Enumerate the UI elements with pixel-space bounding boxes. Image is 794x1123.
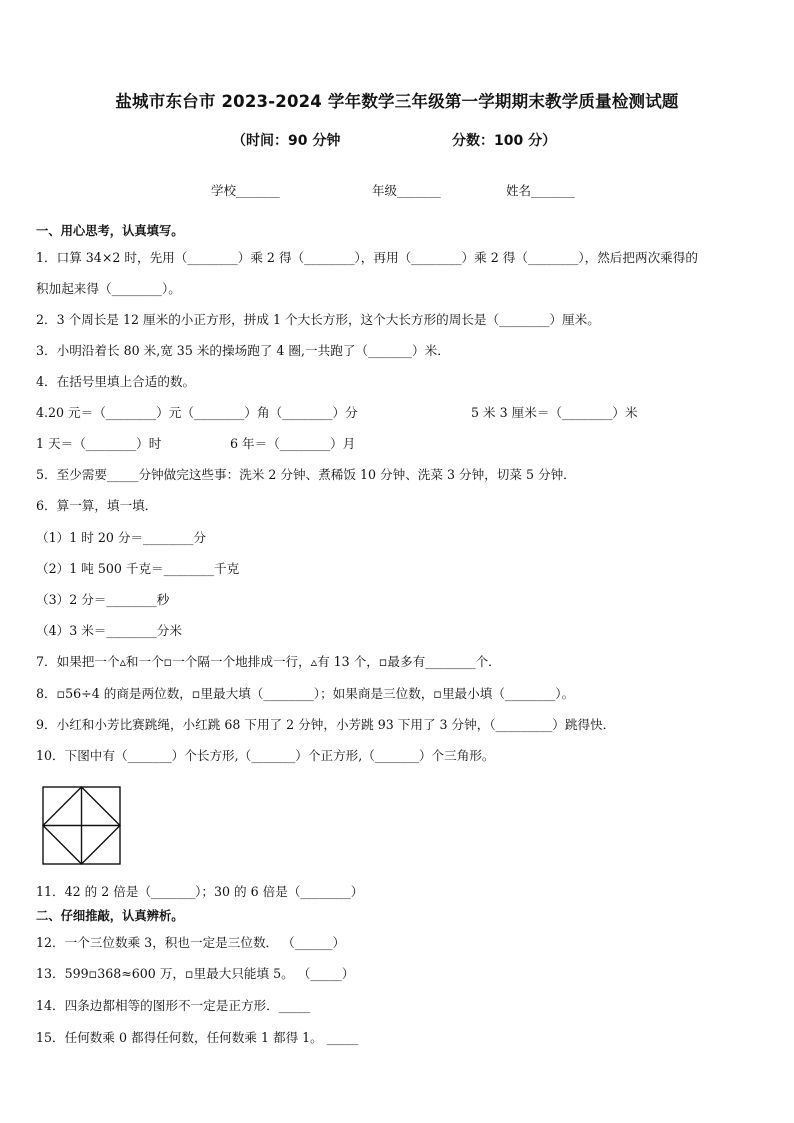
question-5: 5．至少需要_____分钟做完这些事：洗米 2 分钟、煮稀饭 10 分钟、洗菜 3 分钟，切菜 5 分钟． — [36, 467, 576, 482]
question-6-part-3: （3）2 分＝________秒 — [36, 592, 170, 607]
question-8: 8．▫56÷4 的商是两位数，▫里最大填（________）；如果商是三位数，▫里最小填（________）。 — [36, 686, 575, 701]
question-4-row-2b: 6 年＝（________）月 — [230, 436, 356, 451]
question-1: 1．口算 34×2 时，先用（________）乘 2 得（________），再用（________）乘 2 得（________），然后把两次乘得的 — [36, 250, 698, 265]
question-13: 13．599▫368≈600 万，▫里最大只能填 5。 （_____） — [36, 966, 355, 981]
question-4-row-2a: 1 天＝（________）时 — [36, 436, 162, 451]
name-field: 姓名_______ — [506, 183, 575, 198]
question-9: 9．小红和小芳比赛跳绳，小红跳 68 下用了 2 分钟，小芳跳 93 下用了 3 分钟，（_________）跳得快． — [36, 717, 616, 732]
section-heading: 一、用心思考，认真填写。 — [36, 223, 184, 238]
question-14: 14．四条边都相等的图形不一定是正方形．_____ — [36, 998, 311, 1013]
page-title: 盐城市东台市 2023-2024 学年数学三年级第一学期期末教学质量检测试题 — [115, 92, 679, 111]
section-heading: 二、仔细推敲，认真辨析。 — [36, 908, 184, 923]
question-3: 3．小明沿着长 80 米,宽 35 米的操场跑了 4 圈,一共跑了（_______）米． — [36, 343, 450, 358]
school-field: 学校_______ — [211, 183, 280, 198]
question-6-part-2: （2）1 吨 500 千克＝________千克 — [36, 561, 240, 576]
question-4-row-1b: 5 米 3 厘米＝（________）米 — [471, 405, 638, 420]
question-11: 11．42 的 2 倍是（_______）；30 的 6 倍是（________） — [36, 884, 364, 899]
question-4: 4．在括号里填上合适的数。 — [36, 374, 196, 389]
question-10: 10．下图中有（_______）个长方形,（_______）个正方形,（_______）个三角形。 — [36, 748, 495, 763]
exam-score: 分数：100 分） — [452, 133, 557, 149]
question-6: 6．算一算，填一填． — [36, 498, 158, 513]
question-12: 12．一个三位数乘 3，积也一定是三位数． （______） — [36, 935, 346, 950]
question-6-part-4: （4）3 米＝________分米 — [36, 623, 182, 638]
question-4-row-1a: 4.20 元＝（________）元（________）角（________）分 — [36, 405, 358, 420]
question-1-continued: 积加起来得（________）。 — [36, 281, 181, 296]
question-15: 15．任何数乘 0 都得任何数，任何数乘 1 都得 1。 _____ — [36, 1030, 359, 1045]
square-diagonals-figure — [42, 786, 122, 866]
question-7: 7．如果把一个▵和一个▫一个隔一个地排成一行，▵有 13 个，▫最多有________个． — [36, 654, 501, 669]
grade-field: 年级_______ — [372, 183, 441, 198]
question-6-part-1: （1）1 时 20 分＝________分 — [36, 530, 206, 545]
question-2: 2．3 个周长是 12 厘米的小正方形，拼成 1 个大长方形，这个大长方形的周长是（________）厘米。 — [36, 312, 600, 327]
exam-time: （时间：90 分钟 — [232, 133, 341, 149]
